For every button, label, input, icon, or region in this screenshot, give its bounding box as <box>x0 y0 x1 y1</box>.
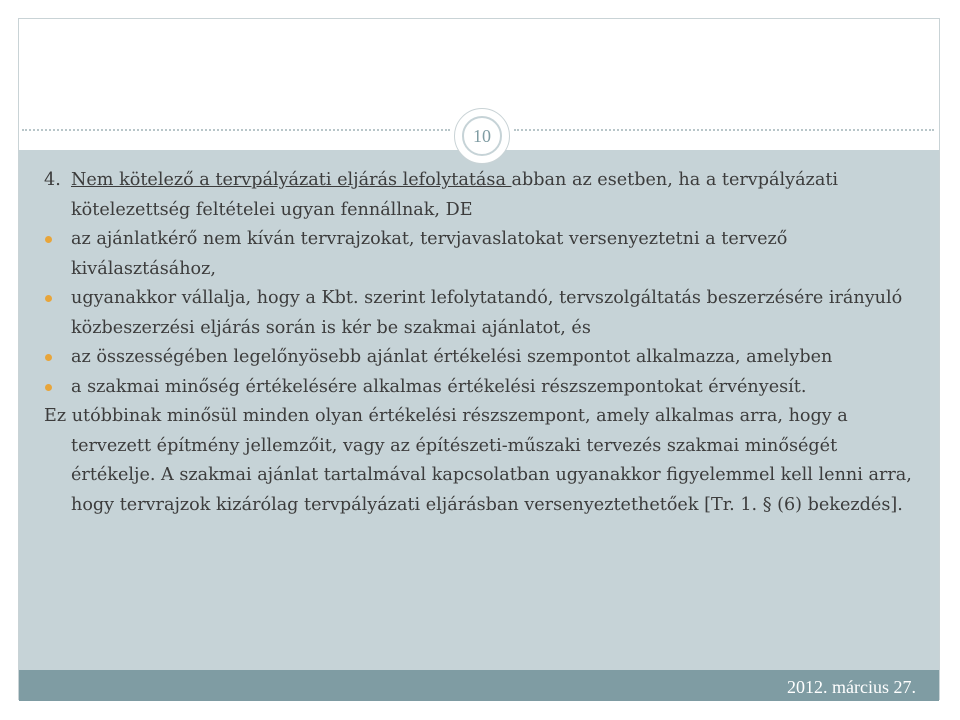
item-underlined-text: Nem kötelező a tervpályázati eljárás lefolytatása <box>71 170 512 190</box>
page-number: 10 <box>462 116 502 156</box>
item-text: abban az esetben, ha a tervpályázati kötelezettség feltételei ugyan fennállnak, DE <box>71 170 839 220</box>
numbered-item <box>44 166 924 225</box>
bullet-icon <box>45 236 52 243</box>
bullet-icon <box>45 354 52 361</box>
item-number: 4. <box>44 170 61 190</box>
item-text: az ajánlatkérő nem kíván tervrajzokat, tervjavaslatokat versenyeztetni a tervező kiválasztásához, <box>71 229 788 279</box>
item-text: a szakmai minőség értékelésére alkalmas értékelési részszempontokat érvényesít. <box>71 376 807 397</box>
divider-right <box>514 129 934 131</box>
bullet-item <box>44 343 924 373</box>
bullet-item <box>44 225 924 284</box>
slide-date: 2012. március 27. <box>787 677 916 697</box>
bullet-item <box>44 373 924 403</box>
item-text: az összességében legelőnyösebb ajánlat értékelési szempontot alkalmazza, amelyben <box>71 347 833 367</box>
bullet-icon <box>45 384 52 391</box>
page-number-badge <box>454 108 510 164</box>
bullet-item <box>44 284 924 343</box>
divider-left <box>22 129 450 131</box>
bullet-icon <box>45 295 52 302</box>
item-text: ugyanakkor vállalja, hogy a Kbt. szerint lefolytatandó, tervszolgáltatás beszerzésére irányuló közbeszerzési eljárás során is kér be szakmai ajánlatot, és <box>71 288 903 338</box>
slide-body <box>44 166 924 520</box>
closing-paragraph: Ez utóbbinak minősül minden olyan értékelési részszempont, amely alkalmas arra, hogy a tervezett építmény jellemzőit, vagy az építészeti-műszaki tervezés szakmai minőségét értékelje. A szakmai ajánlat tartalmával kapcsolatban ugyanakkor figyelemmel kell lenni arra, hogy tervrajzok kizárólag tervpályázati eljárásban versenyeztethetőek [Tr. 1. § (6) bekezdés]. <box>44 406 912 515</box>
